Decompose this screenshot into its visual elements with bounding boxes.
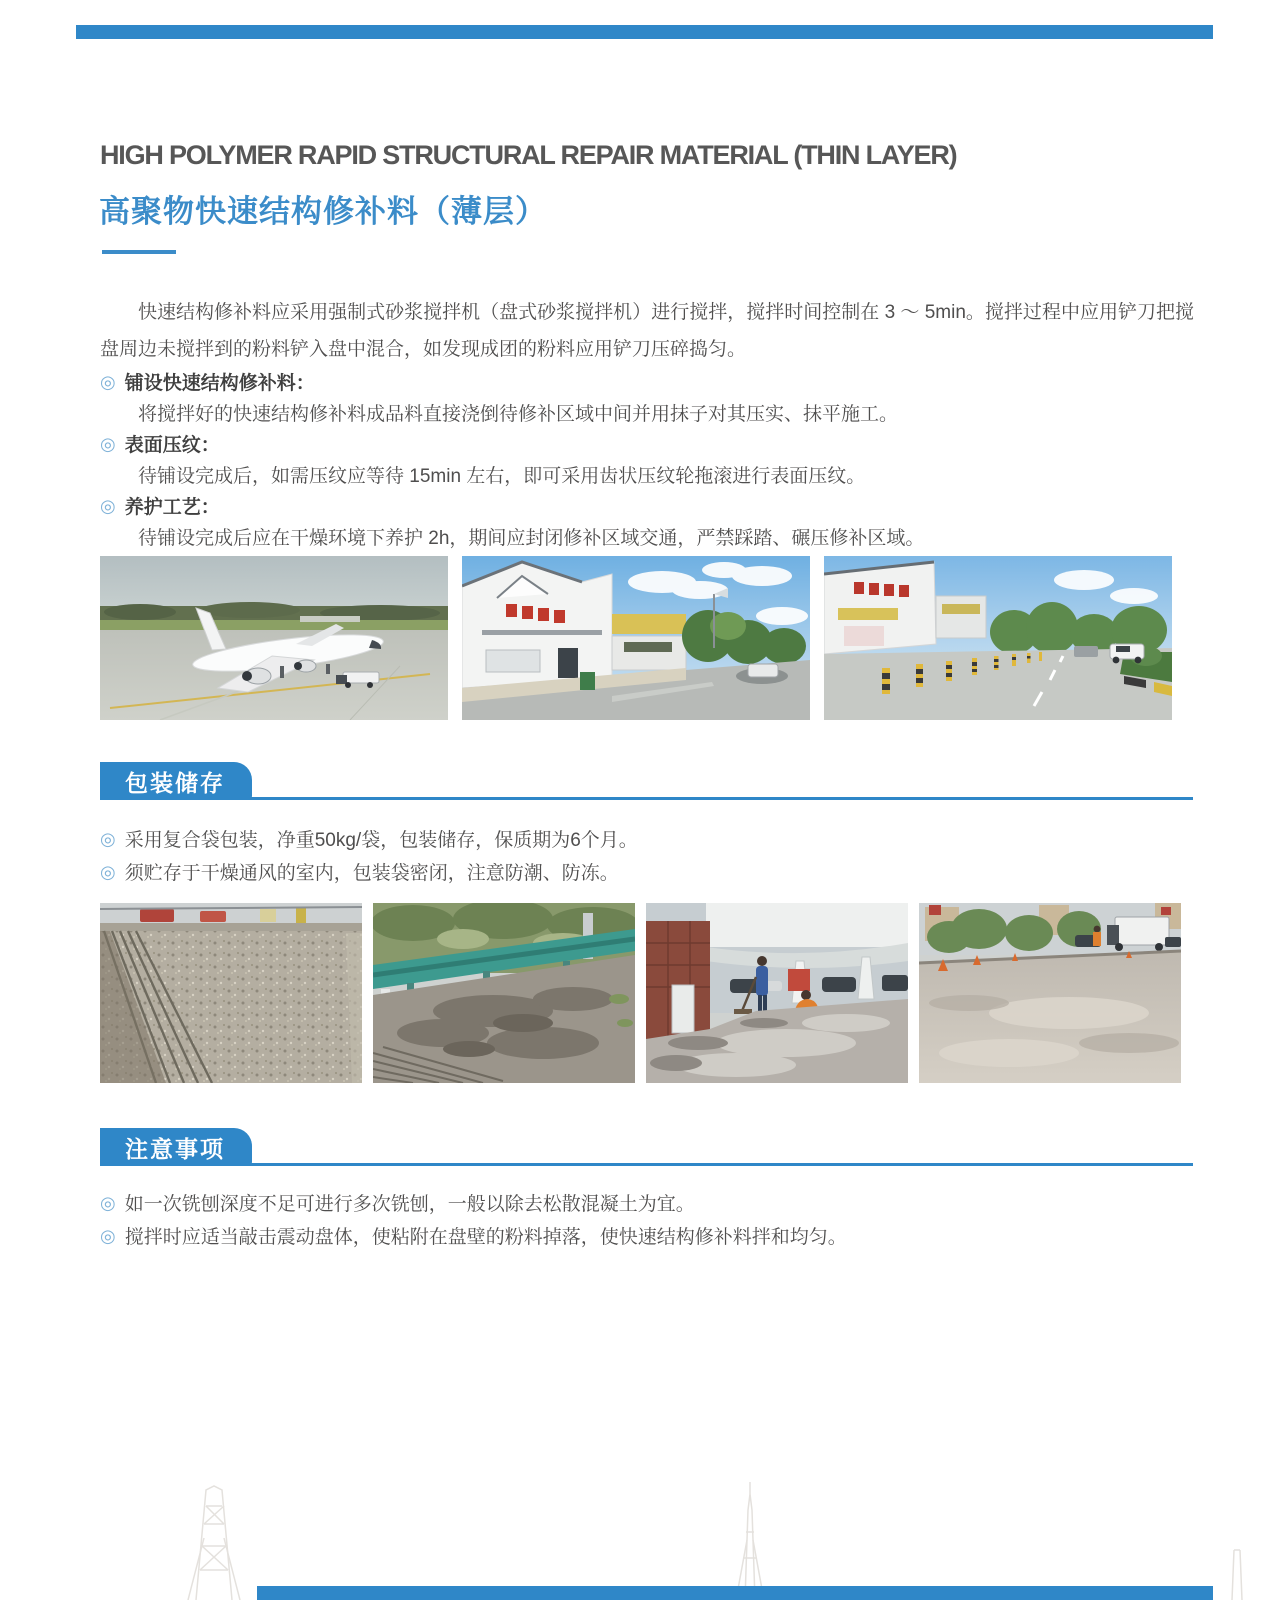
footer-landmark-sketches [0,1480,1287,1600]
list-item-text: 如一次铣刨深度不足可进行多次铣刨，一般以除去松散混凝土为宜。 [124,1194,695,1215]
list-item-text: 搅拌时应适当敲击震动盘体，使粘附在盘壁的粉料掉落，使快速结构修补料拌和均匀。 [124,1227,847,1248]
intro-block [100,294,1194,554]
list-item-text: 须贮存于干燥通风的室内，包装袋密闭，注意防潮、防冻。 [124,863,619,884]
list-item-text: 采用复合袋包装，净重50kg/袋，包装储存，保质期为6个月。 [124,830,638,851]
list-item [100,1221,1194,1254]
photo-milled-pavement-closeup [100,903,362,1083]
section-tab-precautions [100,1128,252,1166]
photo-bridge-guardrail-milled-surface [373,903,635,1083]
intro-item-body: 待铺设完成后，如需压纹应等待 15min 左右，即可采用齿状压纹轮拖滚进行表面压纹。 [138,466,866,487]
packaging-storage-list [100,824,1194,890]
intro-item-title: 铺设快速结构修补料： [124,373,315,394]
ring-bullet-icon: ◎ [100,434,116,454]
ring-bullet-icon: ◎ [100,1193,116,1213]
ring-bullet-icon: ◎ [100,1226,116,1246]
section-tab-packaging-storage [100,762,252,800]
photo-gas-station-concrete-pouring [646,903,908,1083]
photo-row-application [100,556,1172,720]
list-item [100,824,1194,857]
intro-item-title: 养护工艺： [124,497,220,518]
photo-fresh-concrete-pavement [919,903,1181,1083]
ring-bullet-icon: ◎ [100,829,116,849]
precautions-list [100,1188,1194,1254]
intro-item-body: 将搅拌好的快速结构修补料成品料直接浇倒待修补区域中间并用抹子对其压实、抹平施工。 [138,404,899,425]
intro-paragraph: 快速结构修补料应采用强制式砂浆搅拌机（盘式砂浆搅拌机）进行搅拌，搅拌时间控制在 3 ～ 5min。搅拌过程中应用铲刀把搅盘周边未搅拌到的粉料铲入盘中混合，如发现成团的粉料应用铲刀压碎捣匀。 [100,302,1194,360]
intro-item-heading [100,492,1194,523]
ring-bullet-icon: ◎ [100,372,116,392]
intro-item-heading [100,368,1194,399]
list-item [100,857,1194,890]
title-accent-line [102,250,176,254]
bottom-accent-bar [257,1586,1213,1600]
list-item [100,1188,1194,1221]
section-rule [100,797,1193,800]
photo-service-area-building [462,556,810,720]
page-title-english: HIGH POLYMER RAPID STRUCTURAL REPAIR MATERIAL (THIN LAYER) [100,140,957,170]
intro-item-title: 表面压纹： [124,435,220,456]
section-heading: 包装储存 [125,769,225,796]
intro-item-body: 待铺设完成后应在干燥环境下养护 2h，期间应封闭修补区域交通，严禁踩踏、碾压修补区域。 [138,528,925,549]
section-rule [100,1163,1193,1166]
photo-service-road-with-bollards [824,556,1172,720]
page-title-chinese: 高聚物快速结构修补料（薄层） [99,194,547,229]
section-heading: 注意事项 [125,1135,225,1162]
ring-bullet-icon: ◎ [100,862,116,882]
top-accent-bar [76,25,1213,39]
photo-row-storage-cases [100,903,1181,1083]
ring-bullet-icon: ◎ [100,496,116,516]
intro-item-heading [100,430,1194,461]
photo-airplane-on-apron [100,556,448,720]
